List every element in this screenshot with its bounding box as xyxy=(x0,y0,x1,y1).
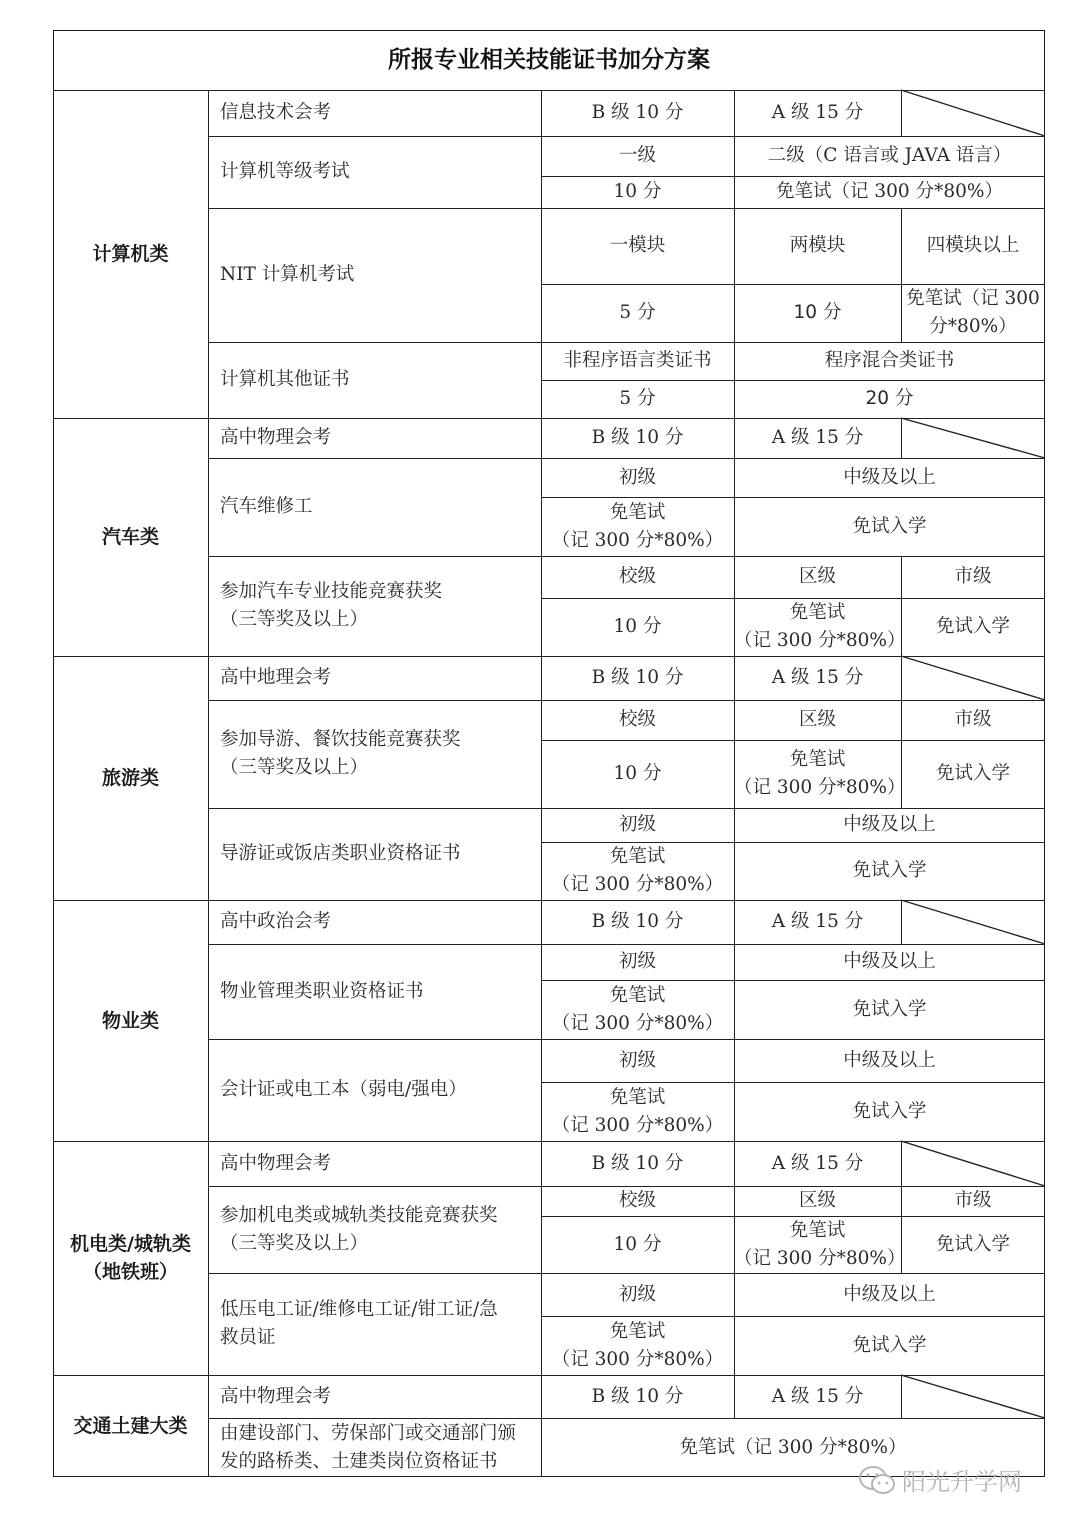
cell-text: 交通土建大类 xyxy=(73,1415,188,1437)
cell-text: A 级 15 分 xyxy=(771,911,864,932)
level-header xyxy=(901,556,1045,598)
level-value xyxy=(541,842,734,900)
grid-line-v xyxy=(541,1039,542,1141)
row-label xyxy=(208,1039,541,1141)
level-header xyxy=(734,1039,1045,1082)
cell-text: 区级 xyxy=(798,1190,836,1211)
cell-text: 校级 xyxy=(618,566,656,587)
cell-text: 非程序语言类证书 xyxy=(563,350,712,371)
level-value xyxy=(734,1316,1045,1375)
cell-text: 免试入学 xyxy=(935,616,1010,637)
level-header xyxy=(734,136,1045,176)
cell-text: 计算机类 xyxy=(92,243,169,265)
row-label xyxy=(208,656,541,700)
cell-text: 高中物理会考 xyxy=(220,1385,332,1407)
level-value xyxy=(901,740,1045,808)
level-header xyxy=(541,1273,734,1316)
cell-text: 免试入学 xyxy=(852,860,927,881)
level-header xyxy=(734,808,1045,842)
level-value xyxy=(541,1082,734,1141)
category-tourism xyxy=(53,656,208,900)
category-mechatronics xyxy=(53,1141,208,1375)
cell-text: A 级 15 分 xyxy=(771,427,864,448)
grid-line-v xyxy=(541,808,542,900)
cell-text: 旅游类 xyxy=(101,767,159,789)
grade-a-cell xyxy=(734,1375,901,1418)
cell-text: 导游证或饭店类职业资格证书 xyxy=(220,843,461,864)
cell-text: 二级（C 语言或 JAVA 语言） xyxy=(767,145,1012,166)
grid-line-v xyxy=(734,1273,735,1375)
level-value xyxy=(541,380,734,418)
grid-line-v xyxy=(734,418,735,458)
level-value xyxy=(541,740,734,808)
cell-text: B 级 10 分 xyxy=(591,1152,684,1174)
level-value xyxy=(734,842,1045,900)
cell-text: 物业类 xyxy=(101,1009,159,1032)
grid-line-v xyxy=(541,458,542,556)
level-header xyxy=(901,700,1045,740)
cell-text: 低压电工证/维修电工证/钳工证/急 救员证 xyxy=(220,1299,498,1348)
cell-text: 校级 xyxy=(618,1190,656,1211)
cell-text: A 级 15 分 xyxy=(771,1385,864,1407)
level-value xyxy=(734,380,1045,418)
row-label xyxy=(208,556,541,656)
cell-text: 免笔试 （记 300 分*80%） xyxy=(734,749,906,798)
grid-line-v xyxy=(901,208,902,342)
row-label xyxy=(208,1273,541,1375)
cell-text: 所报专业相关技能证书加分方案 xyxy=(388,47,710,73)
grid-line-v xyxy=(541,90,542,136)
level-header xyxy=(901,1186,1045,1216)
cell-text: 高中政治会考 xyxy=(220,911,332,932)
level-value xyxy=(901,284,1045,342)
level-value xyxy=(734,497,1045,556)
grid-line-v xyxy=(734,208,735,342)
row-label xyxy=(208,208,541,342)
cell-text: 免试入学 xyxy=(852,998,927,1020)
cell-text: 市级 xyxy=(954,1190,992,1211)
grade-a-cell xyxy=(734,90,901,136)
cell-text: B 级 10 分 xyxy=(591,427,684,448)
cell-text: 免笔试 （记 300 分*80%） xyxy=(551,501,724,551)
cell-text: 中级及以上 xyxy=(843,1283,936,1305)
cell-text: 初级 xyxy=(618,951,656,972)
grid-line-v xyxy=(734,1375,735,1418)
level-header xyxy=(541,458,734,497)
level-value xyxy=(541,598,734,656)
cell-text: 中级及以上 xyxy=(843,1049,936,1071)
cell-text: NIT 计算机考试 xyxy=(220,264,355,285)
grade-b-cell xyxy=(541,656,734,700)
cell-text: 四模块以上 xyxy=(926,235,1020,256)
cell-text: 免笔试 （记 300 分*80%） xyxy=(551,1320,724,1370)
grid-line-h xyxy=(541,497,1045,498)
grade-a-cell xyxy=(734,418,901,458)
grid-line-v xyxy=(541,1418,542,1477)
cell-text: 校级 xyxy=(618,709,656,730)
row-label xyxy=(208,1375,541,1418)
grid-line-v xyxy=(734,1039,735,1141)
cell-text: A 级 15 分 xyxy=(771,667,864,688)
row-label xyxy=(208,418,541,458)
grid-line-v xyxy=(901,418,902,458)
cell-text: 免试入学 xyxy=(852,515,927,537)
row-label xyxy=(208,944,541,1039)
level-header xyxy=(541,1186,734,1216)
row-label xyxy=(208,90,541,136)
cell-text: 5 分 xyxy=(619,302,656,323)
grid-line-v xyxy=(734,458,735,556)
grid-line-v xyxy=(734,556,735,656)
cell-text: B 级 10 分 xyxy=(591,667,684,688)
cell-text: B 级 10 分 xyxy=(591,102,684,123)
level-header xyxy=(734,700,901,740)
grid-line-v xyxy=(541,556,542,656)
level-header xyxy=(541,808,734,842)
cell-text: 高中地理会考 xyxy=(220,667,332,688)
row-label xyxy=(208,342,541,418)
cell-text: 免笔试 （记 300 分*80%） xyxy=(551,984,724,1034)
cell-text: B 级 10 分 xyxy=(591,911,684,932)
cell-text: A 级 15 分 xyxy=(771,102,864,123)
category-computer xyxy=(53,90,208,418)
cell-text: 市级 xyxy=(954,709,992,730)
wechat-icon xyxy=(858,1465,896,1495)
cell-text: 区级 xyxy=(798,709,836,730)
cell-text: 5 分 xyxy=(619,388,656,409)
grade-a-cell xyxy=(734,1141,901,1186)
grade-b-cell xyxy=(541,900,734,944)
level-header xyxy=(734,1273,1045,1316)
level-header xyxy=(734,208,901,284)
grid-line-v xyxy=(901,1375,902,1418)
grid-line-v xyxy=(901,900,902,944)
cell-text: 程序混合类证书 xyxy=(824,350,955,371)
cell-text: 信息技术会考 xyxy=(220,102,332,123)
cell-text: 初级 xyxy=(618,466,656,488)
level-header xyxy=(734,458,1045,497)
grid-line-v xyxy=(541,136,542,208)
category-property xyxy=(53,900,208,1141)
cell-text: 汽车维修工 xyxy=(220,496,313,517)
cell-text: 初级 xyxy=(618,1049,656,1071)
grid-line-v xyxy=(734,900,735,944)
grid-line-v xyxy=(734,700,735,808)
grade-b-cell xyxy=(541,1141,734,1186)
cell-text: 10 分 xyxy=(613,616,662,637)
cell-text: B 级 10 分 xyxy=(591,1385,684,1407)
grid-line-v xyxy=(541,1141,542,1186)
level-value xyxy=(734,1216,906,1273)
cell-text: 区级 xyxy=(798,566,836,587)
row-label xyxy=(208,700,541,808)
level-value xyxy=(541,284,734,342)
grid-line-v xyxy=(541,900,542,944)
grid-line-v xyxy=(901,1186,902,1273)
grid-line-v xyxy=(734,1186,735,1273)
level-value xyxy=(734,598,906,656)
cell-text: A 级 15 分 xyxy=(771,1152,864,1174)
grid-line-v xyxy=(734,136,735,208)
level-header xyxy=(541,556,734,598)
row-label xyxy=(208,1141,541,1186)
cell-text: 一级 xyxy=(618,145,656,166)
grid-line-h xyxy=(541,1316,1045,1317)
grid-line-h xyxy=(541,284,1045,285)
row-label xyxy=(208,136,541,208)
grid-line-h xyxy=(541,740,1045,741)
level-value xyxy=(901,1216,1045,1273)
grid-line-v xyxy=(541,208,542,342)
level-header xyxy=(734,944,1045,980)
cell-text: 免笔试 （记 300 分*80%） xyxy=(551,1086,724,1136)
grade-b-cell xyxy=(541,1375,734,1418)
cell-text: 两模块 xyxy=(789,235,846,256)
cell-text: 10 分 xyxy=(793,302,842,323)
level-value xyxy=(541,980,734,1039)
row-label xyxy=(208,900,541,944)
level-header xyxy=(901,208,1045,284)
cell-text: 免笔试 （记 300 分*80%） xyxy=(551,846,724,895)
level-value xyxy=(541,1216,734,1273)
grid-line-v xyxy=(541,418,542,458)
cell-text: 免试入学 xyxy=(935,763,1010,784)
level-value xyxy=(541,1316,734,1375)
grid-line-v xyxy=(734,1141,735,1186)
row-label xyxy=(208,808,541,900)
cell-text: 机电类/城轨类 （地铁班） xyxy=(70,1233,191,1283)
grid-line-v xyxy=(901,1141,902,1186)
grid-line-h xyxy=(541,380,1045,381)
grid-line-v xyxy=(734,656,735,700)
cell-text: 免试入学 xyxy=(852,1334,927,1356)
watermark-text: 阳光升学网 xyxy=(902,1468,1022,1496)
level-header xyxy=(541,342,734,380)
level-value xyxy=(734,1082,1045,1141)
grade-b-cell xyxy=(541,90,734,136)
category-civil xyxy=(53,1375,208,1477)
cell-text: 初级 xyxy=(618,814,656,835)
row-label xyxy=(208,458,541,556)
grid-line-h xyxy=(541,842,1045,843)
grid-line-v xyxy=(541,700,542,808)
cell-text: 免试入学 xyxy=(852,1100,927,1122)
level-value xyxy=(541,176,734,208)
grade-a-cell xyxy=(734,900,901,944)
grid-line-v xyxy=(541,1273,542,1375)
grid-line-v xyxy=(901,90,902,136)
cell-text: 高中物理会考 xyxy=(220,1152,332,1174)
grade-b-cell xyxy=(541,418,734,458)
cell-text: 高中物理会考 xyxy=(220,427,332,448)
level-value xyxy=(541,497,734,556)
level-value xyxy=(901,598,1045,656)
row-label xyxy=(208,1418,541,1477)
grid-line-v xyxy=(901,656,902,700)
level-value xyxy=(734,740,906,808)
cell-text: 中级及以上 xyxy=(843,951,936,972)
level-value xyxy=(734,284,901,342)
level-header xyxy=(541,700,734,740)
grid-line-h xyxy=(541,176,1045,177)
level-header xyxy=(734,342,1045,380)
cell-text: 市级 xyxy=(954,566,992,587)
row-label xyxy=(208,1186,541,1273)
grid-line-h xyxy=(541,1216,1045,1217)
grid-line-v xyxy=(734,944,735,1039)
cell-text: 参加机电类或城轨类技能竞赛获奖 （三等奖及以上） xyxy=(220,1204,498,1254)
grid-line-v xyxy=(734,90,735,136)
level-header xyxy=(541,1039,734,1082)
grid-line-v xyxy=(901,700,902,808)
level-header xyxy=(541,136,734,176)
cell-text: 计算机等级考试 xyxy=(220,161,350,182)
grid-line-v xyxy=(901,556,902,656)
cell-text: 10 分 xyxy=(613,763,662,784)
grid-line-h xyxy=(541,1082,1045,1083)
cell-text: 汽车类 xyxy=(101,526,159,548)
grid-line-v xyxy=(734,808,735,900)
grid-line-h xyxy=(541,980,1045,981)
cell-text: 免笔试（记 300 分*80%） xyxy=(906,288,1040,337)
cell-text: 初级 xyxy=(618,1283,656,1305)
cell-text: 免试入学 xyxy=(935,1233,1010,1255)
level-header xyxy=(541,208,734,284)
cell-text: 中级及以上 xyxy=(843,814,936,835)
cell-text: 参加汽车专业技能竞赛获奖 （三等奖及以上） xyxy=(220,581,443,630)
grid-line-h xyxy=(541,598,1045,599)
cell-text: 中级及以上 xyxy=(843,466,936,488)
page-title xyxy=(53,30,1045,90)
cell-text: 物业管理类职业资格证书 xyxy=(220,980,424,1002)
level-value xyxy=(734,980,1045,1039)
level-header xyxy=(734,556,901,598)
cell-text: 10 分 xyxy=(613,1233,662,1255)
grid-line-v xyxy=(541,656,542,700)
level-header xyxy=(734,1186,901,1216)
cell-text: 20 分 xyxy=(865,388,914,409)
cell-text: 会计证或电工本（弱电/强电） xyxy=(220,1079,467,1100)
cell-text: 10 分 xyxy=(613,181,662,202)
cell-text: 参加导游、餐饮技能竞赛获奖 （三等奖及以上） xyxy=(220,729,461,778)
cell-text: 免笔试 （记 300 分*80%） xyxy=(734,602,906,651)
level-value xyxy=(734,176,1045,208)
cell-text: 免笔试 （记 300 分*80%） xyxy=(734,1219,906,1269)
cell-text: 一模块 xyxy=(609,235,666,256)
grade-a-cell xyxy=(734,656,901,700)
grid-line-v xyxy=(541,944,542,1039)
cell-text: 计算机其他证书 xyxy=(220,369,350,390)
category-auto xyxy=(53,418,208,656)
grid-line-v xyxy=(541,1186,542,1273)
grid-line-v xyxy=(541,1375,542,1418)
watermark xyxy=(858,1462,1022,1497)
cell-text: 免笔试（记 300 分*80%） xyxy=(679,1436,907,1458)
cell-text: 免笔试（记 300 分*80%） xyxy=(776,181,1003,202)
level-header xyxy=(541,944,734,980)
cell-text: 由建设部门、劳保部门或交通部门颁 发的路桥类、土建类岗位资格证书 xyxy=(220,1422,517,1472)
